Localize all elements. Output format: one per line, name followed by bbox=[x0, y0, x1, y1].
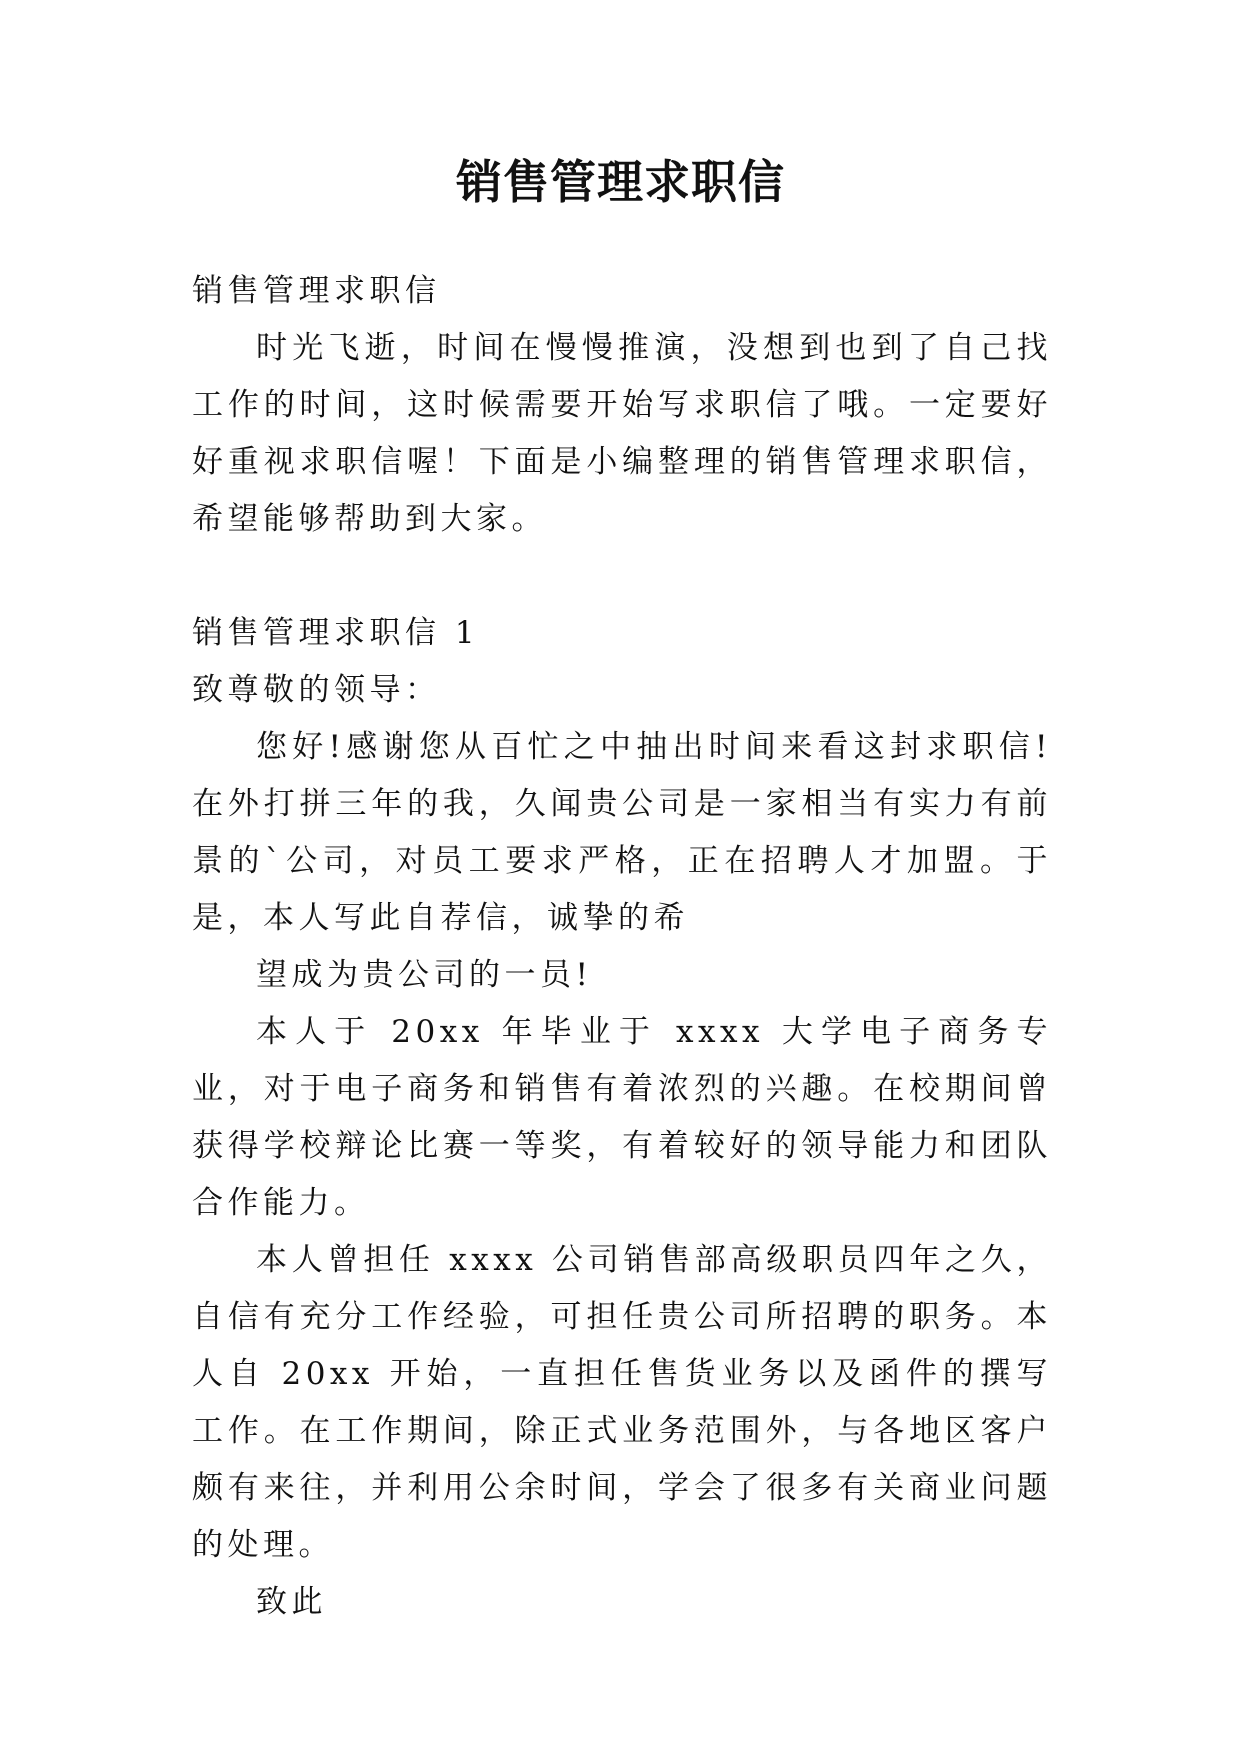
document-body bbox=[192, 263, 1052, 1631]
salutation: 致尊敬的领导： bbox=[192, 672, 441, 708]
document-title: 销售管理求职信 bbox=[456, 155, 785, 209]
paragraph-spacer bbox=[192, 548, 1052, 605]
section-heading: 销售管理求职信 1 bbox=[192, 615, 480, 651]
letter-paragraph-2: 本人于 20xx 年毕业于 xxxx 大学电子商务专业，对于电子商务和销售有着浓烈的兴趣。在校期间曾获得学校辩论比赛一等奖，有着较好的领导能力和团队合作能力。 bbox=[192, 1014, 1052, 1221]
letter-paragraph-1-continued: 望成为贵公司的一员! bbox=[256, 957, 593, 993]
letter-paragraph-3: 本人曾担任 xxxx 公司销售部高级职员四年之久，自信有充分工作经验，可担任贵公司所招聘的职务。本人自 20xx 开始，一直担任售货业务以及函件的撰写工作。在工作期间，除正式业务范围外，与各地区客户颇有来往，并利用公余时间，学会了很多有关商业问题的处理。 bbox=[192, 1242, 1052, 1563]
letter-paragraph-1: 您好!感谢您从百忙之中抽出时间来看这封求职信!在外打拼三年的我，久闻贵公司是一家相当有实力有前景的`公司，对员工要求严格，正在招聘人才加盟。于是，本人写此自荐信，诚挚的希 bbox=[192, 729, 1052, 936]
closing-line: 致此 bbox=[256, 1584, 327, 1620]
intro-paragraph: 时光飞逝，时间在慢慢推演，没想到也到了自己找工作的时间，这时候需要开始写求职信了哦。一定要好好重视求职信喔！下面是小编整理的销售管理求职信，希望能够帮助到大家。 bbox=[192, 330, 1052, 537]
subtitle-line: 销售管理求职信 bbox=[192, 273, 441, 309]
